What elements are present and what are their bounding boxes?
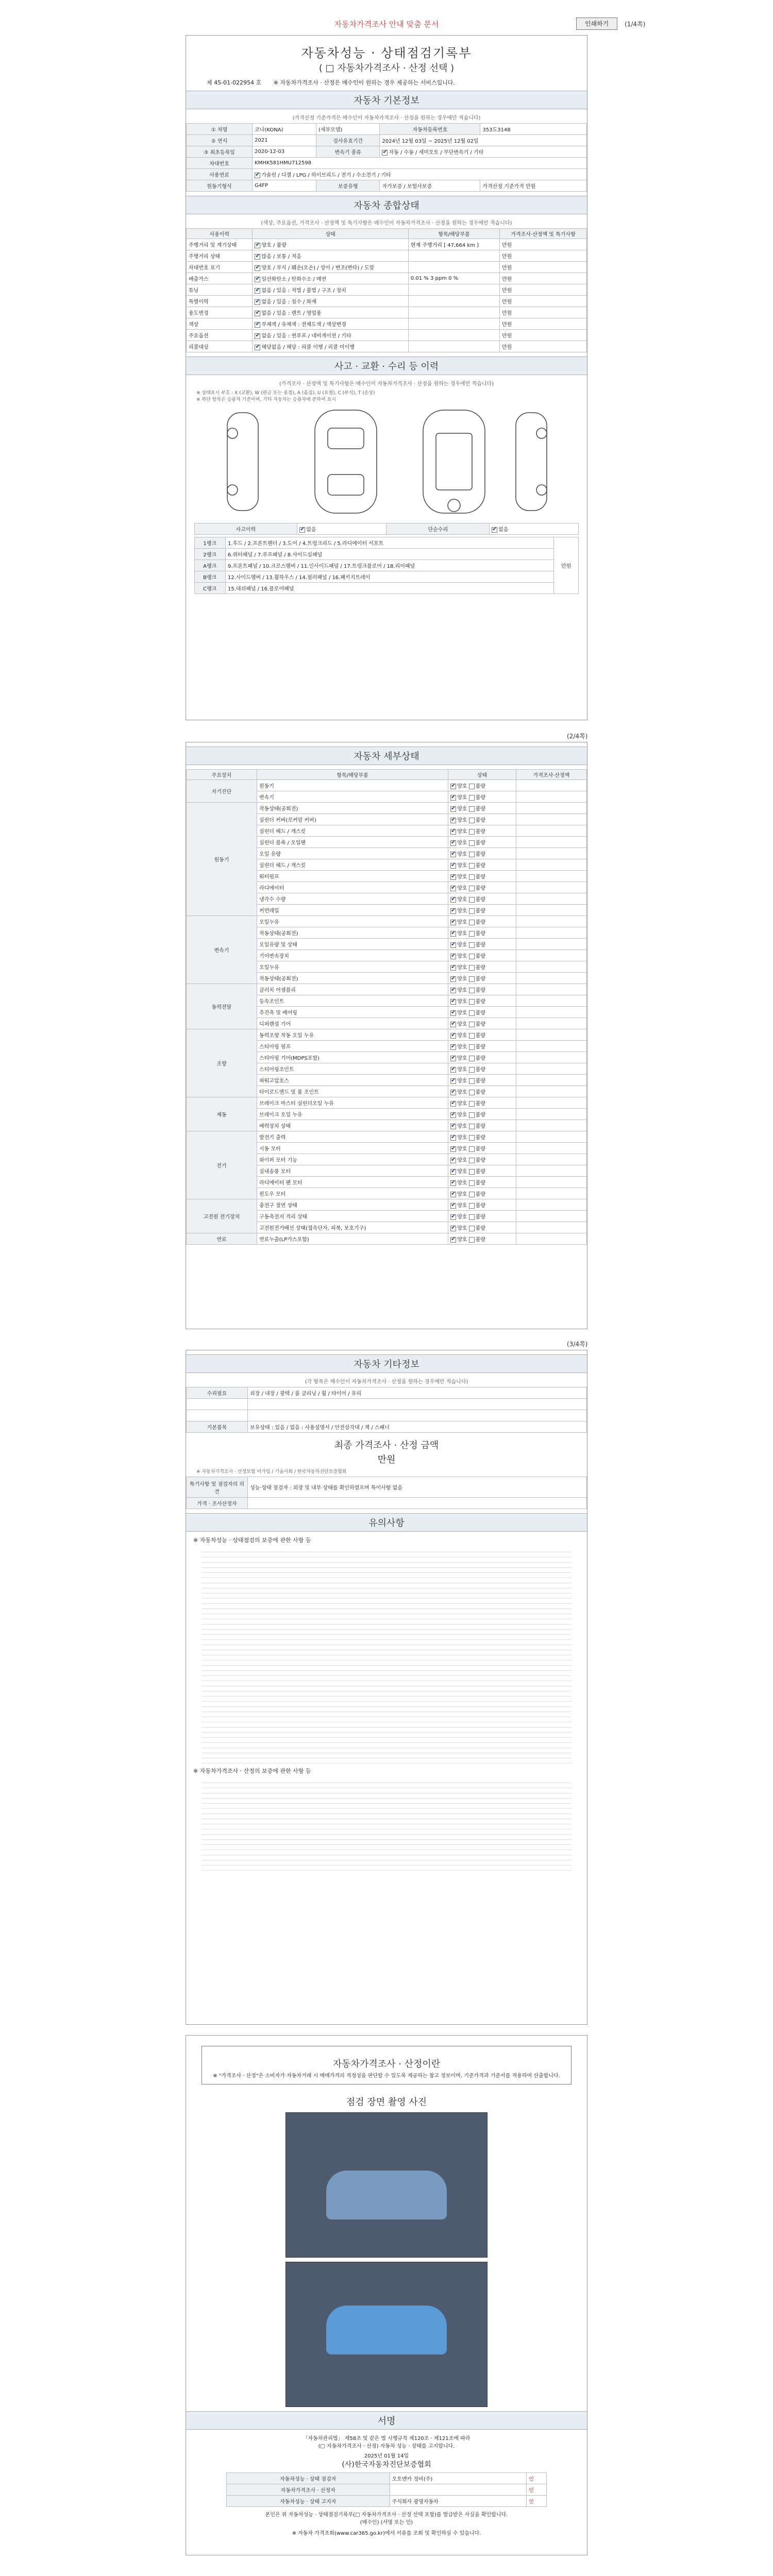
accident-title: 사고 · 교환 · 수리 등 이력: [186, 357, 587, 375]
detail-price: [516, 973, 587, 984]
detail-item-label: 실린더 커버(로커암 커버): [257, 814, 448, 825]
accident-legend-1: ※ 상태표시 부호 : X (교환), W (판금 또는 용접), A (흠집), U (요철), C (부식), T (손상): [196, 391, 375, 396]
notes-body-2: [201, 1778, 572, 1871]
detail-price: [516, 1131, 587, 1143]
sign-bottom-1: 본인은 위 자동차성능 · 상태점검기록부(□ 자동차가격조사 · 산정 선택 포함)를 발급받은 사실을 확인합니다.: [265, 2512, 508, 2518]
detail-item-label: 추진축 및 베어링: [257, 1007, 448, 1018]
detail-item-label: 파워고압호스: [257, 1075, 448, 1086]
detail-item-label: 배력장치 상태: [257, 1120, 448, 1131]
detail-price: [516, 1086, 587, 1097]
page-number: (1/4쪽): [625, 21, 646, 28]
detail-item-label: 스티어링 기어(MDPS포함): [257, 1052, 448, 1063]
basic-info-note: (가격산정 기준가격은 매수인이 자동차가격조사 · 산정을 원하는 경우에만 적습니다): [292, 115, 481, 121]
detail-item-label: 오일누유: [257, 961, 448, 973]
sign-org: (사)한국자동차진단보증협회: [342, 2461, 431, 2469]
detail-status: ✔ 양호 불량: [448, 837, 516, 848]
detail-group-label: 변속기: [187, 916, 257, 984]
detail-price: [516, 950, 587, 961]
doc-title: 자동차성능 · 상태점검기록부: [301, 46, 472, 60]
detail-row: [187, 1097, 587, 1109]
inspection-photo-1: [285, 2112, 488, 2258]
detail-item-label: 고전원전기배선 상태(접속단자, 피복, 보호기구): [257, 1222, 448, 1233]
detail-row: [187, 780, 587, 791]
detail-status: ✔ 양호 불량: [448, 1199, 516, 1211]
sign-law-2: (□ 자동차가격조사 · 산정) 자동차 성능 · 상태를 고지합니다.: [318, 2444, 455, 2449]
detail-group-label: 조향: [187, 1029, 257, 1097]
detail-status: ✔ 양호 불량: [448, 1120, 516, 1131]
accident-legend-2: ※ 하단 항목은 승용차 기준이며, 기타 자동차는 승용차에 준하여 표시: [196, 397, 336, 402]
detail-price: [516, 995, 587, 1007]
detail-price: [516, 1075, 587, 1086]
detail-group-label: 고전원 전기장치: [187, 1199, 257, 1233]
notes-heading-2: ※ 자동차가격조사 · 산정의 보증에 관한 사항 등: [193, 1768, 311, 1774]
detail-item-label: 라디에이터 팬 모터: [257, 1177, 448, 1188]
detail-item-label: 디퍼렌셜 기어: [257, 1018, 448, 1029]
detail-table: 주요장치 항목/해당부품 상태 가격조사·산정액 자기진단 원동기 ✔ 양호 불량 변속기 ✔ 양호 불량 원동기 작동상태(공회전) ✔ 양호 불량 실린더 커버(로커암 커버) ✔ 양호 불량 실린더 헤드 / 개스킷 ✔ 양호 불량 실린더 블록 / 오일팬 ✔ 양호 불량 오일 유량 ✔ 양호 불량 실린더 헤드 / 개스킷 ✔ 양호 불량 워터펌프 ✔ 양호 불량 라디에이터 ✔ 양호 불량 냉각수 수량 ✔ 양호 불량 커먼레일 ✔ 양호 불량 변속기 오일누유 ✔ 양호 불량 작동상태(공회전) ✔ 양호 불량 오일유량 및 상태 ✔ 양호 불량 기어변속장치 ✔ 양호 불량 오일누유 ✔ 양호 불량 작동상태(공회전) ✔ 양호 불량 동력전달 클러치 어셈블리 ✔ 양호 불량 등속조인트 ✔ 양호 불량 추진축 및 베어링 ✔ 양호 불량 디퍼렌셜 기어 ✔ 양호 불량 조향 동력조향 작동 오일 누유 ✔ 양호 불량 스티어링 펌프 ✔ 양호 불량 스티어링 기어(MDPS포함) ✔ 양호 불량 스티어링조인트 ✔ 양호 불량 파워고압호스 ✔ 양호 불량 타이로드엔드 및 볼 조인트 ✔ 양호 불량 제동 브레이크 마스터 실린더오일 누유 ✔ 양호 불량 브레이크 오일 누유 ✔ 양호 불량 배력장치 상태 ✔ 양호 불량 전기 발전기 출력 ✔ 양호 불량 시동 모터 ✔ 양호 불량 와이퍼 모터 기능 ✔ 양호 불량 실내송풍 모터 ✔ 양호 불량 라디에이터 팬 모터 ✔ 양호 불량 윈도우 모터 ✔ 양호 불량 고전원 전기장치 충전구 절연 상태 ✔ 양호 불량 구동축전지 격리 상태 ✔ 양호 불량 고전원전기배선 상태(접속단자, 피복, 보호기구) ✔ 양호 불량 연료 연료누출(LP가스포함) ✔ 양호 불량: [186, 769, 587, 1245]
detail-price: [516, 780, 587, 791]
detail-item-label: 동력조향 작동 오일 누유: [257, 1029, 448, 1041]
page-2-number: (2/4쪽): [567, 733, 588, 740]
detail-item-label: 스티어링조인트: [257, 1063, 448, 1075]
detail-item-label: 냉각수 수량: [257, 893, 448, 905]
detail-price: [516, 1109, 587, 1120]
notes-body-1: [201, 1547, 572, 1764]
detail-item-label: 와이퍼 모터 기능: [257, 1154, 448, 1165]
detail-status: ✔ 양호 불량: [448, 1086, 516, 1097]
guide-title: 자동차가격조사 · 산정이란: [332, 2059, 441, 2070]
detail-price: [516, 1199, 587, 1211]
detail-status: ✔ 양호 불량: [448, 871, 516, 882]
detail-group-label: 전기: [187, 1131, 257, 1199]
detail-price: [516, 859, 587, 871]
detail-price: [516, 837, 587, 848]
car-top-view: [315, 410, 377, 513]
detail-item-label: 시동 모터: [257, 1143, 448, 1154]
etc-title: 자동차 기타정보: [186, 1354, 587, 1373]
detail-item-label: 오일 유량: [257, 848, 448, 859]
detail-status: ✔ 양호 불량: [448, 791, 516, 803]
detail-price: [516, 1120, 587, 1131]
detail-price: [516, 871, 587, 882]
detail-status: ✔ 양호 불량: [448, 1097, 516, 1109]
basic-info-table: ① 차명 코나(KONA) (세부모델) 자동차등록번호 353도3148 ② 연식 2021 검사유효기간 2024년 12월 03일 ~ 2025년 12월 02일 ③ 최초등록일 2020-12-03 변속기 종류 ✔ 자동 / 수동 / 세미오토 / 무단변속기 / 기타 차대번호 KMHK581HMU712598 사용연료 ✔ 가솔린 / 디젤 / LPG / 하이브리드 / 전기 / 수소전기 / 기타 원동기형식 G4FP 보증유형 자가보증 / 보험사보증 가격산정 기준가격 만원: [186, 123, 587, 192]
detail-item-label: 구동축전지 격리 상태: [257, 1211, 448, 1222]
detail-price: [516, 1063, 587, 1075]
detail-price: [516, 961, 587, 973]
detail-row: [187, 803, 587, 814]
detail-item-label: 워터펌프: [257, 871, 448, 882]
page-1: [186, 35, 587, 720]
detail-item-label: 기어변속장치: [257, 950, 448, 961]
detail-item-label: 실린더 헤드 / 개스킷: [257, 825, 448, 837]
print-button[interactable]: 인쇄하기: [576, 18, 617, 30]
detail-status: ✔ 양호 불량: [448, 1029, 516, 1041]
detail-row: [187, 1199, 587, 1211]
detail-price: [516, 939, 587, 950]
detail-item-label: 작동상태(공회전): [257, 803, 448, 814]
detail-price: [516, 882, 587, 893]
top-bar: [0, 15, 773, 33]
detail-item-label: 브레이크 마스터 실린더오일 누유: [257, 1097, 448, 1109]
detail-status: ✔ 양호 불량: [448, 1188, 516, 1199]
sign-table: 자동차성능 · 상태 점검자 오토맨카 정비(주) 인 자동차가격조사 · 산정자 인 자동차성능 · 상태 고지자 주식회사 광명자동차 인: [226, 2472, 547, 2507]
detail-status: ✔ 양호 불량: [448, 1052, 516, 1063]
detail-item-label: 발전기 출력: [257, 1131, 448, 1143]
detail-row: [187, 1131, 587, 1143]
detail-status: ✔ 양호 불량: [448, 814, 516, 825]
car-right-side: [516, 413, 547, 511]
etc-note: (각 항목은 매수인이 자동차가격조사 · 산정을 원하는 경우에만 적습니다): [305, 1379, 468, 1385]
accident-note: (가격조사 · 산정액 및 특기사항은 매수인이 자동차가격조사 · 산정을 원하는 경우에만 적습니다): [279, 381, 494, 387]
detail-status: ✔ 양호 불량: [448, 848, 516, 859]
sign-bottom-2: (매수인) (서명 또는 인): [360, 2520, 413, 2526]
page-3: [186, 1350, 587, 2025]
detail-item-label: 타이로드엔드 및 볼 조인트: [257, 1086, 448, 1097]
price-value: 만원: [377, 1454, 396, 1465]
notes-heading-1: ※ 자동차성능 · 상태점검의 보증에 관한 사항 등: [193, 1537, 311, 1544]
guide-text: ※ "가격조사 · 산정"은 소비자가 자동차거래 시 매매가격의 적정성을 판단할 수 있도록 제공하는 참고 정보이며, 기준가격과 기준서를 적용하여 산출합니다.: [213, 2073, 560, 2079]
detail-status: ✔ 양호 불량: [448, 1018, 516, 1029]
detail-status: ✔ 양호 불량: [448, 1063, 516, 1075]
detail-price: [516, 1041, 587, 1052]
detail-item-label: 스티어링 펌프: [257, 1041, 448, 1052]
detail-price: [516, 1052, 587, 1063]
detail-price: [516, 927, 587, 939]
detail-status: ✔ 양호 불량: [448, 803, 516, 814]
detail-item-label: 충전구 절연 상태: [257, 1199, 448, 1211]
detail-price: [516, 1143, 587, 1154]
detail-price: [516, 1177, 587, 1188]
detail-item-label: 윈도우 모터: [257, 1188, 448, 1199]
detail-price: [516, 848, 587, 859]
detail-status: ✔ 양호 불량: [448, 1131, 516, 1143]
detail-group-label: 자기진단: [187, 780, 257, 803]
notes-title: 유의사항: [186, 1513, 587, 1532]
detail-price: [516, 814, 587, 825]
overall-title: 자동차 종합상태: [186, 196, 587, 214]
detail-status: ✔ 양호 불량: [448, 1007, 516, 1018]
detail-status: ✔ 양호 불량: [448, 882, 516, 893]
detail-row: [187, 916, 587, 927]
basic-info-title: 자동차 기본정보: [186, 91, 587, 109]
detail-price: [516, 1097, 587, 1109]
guide-box: [201, 2046, 572, 2084]
detail-item-label: 변속기: [257, 791, 448, 803]
page-3-number: (3/4쪽): [567, 1341, 588, 1348]
doc-notice: ※ 자동차가격조사 · 산정은 매수인이 원하는 경우 제공하는 서비스입니다.: [273, 79, 456, 86]
special-table: 특기사항 및 점검자의 의견 성능·상태 점검자 : 외장 및 내부 상태를 확인하였으며 특이사항 없음 가격 · 조사산정자: [186, 1477, 587, 1509]
sign-law: 「자동차관리법」 제58조 및 같은 법 시행규칙 제120조 · 제121조에 따라: [303, 2436, 470, 2442]
detail-status: ✔ 양호 불량: [448, 1041, 516, 1052]
detail-status: ✔ 양호 불량: [448, 984, 516, 995]
detail-group-label: 원동기: [187, 803, 257, 916]
etc-table: 수리필요 외장 / 내장 / 광택 / 룸 클리닝 / 휠 / 타이어 / 유리 기본품목 보유상태 : 있음 / 없음 : 사용설명서 / 안전삼각대 / 잭 / 스패너: [186, 1387, 587, 1433]
detail-price: [516, 905, 587, 916]
detail-item-label: 클러치 어셈블리: [257, 984, 448, 995]
detail-item-label: 작동상태(공회전): [257, 927, 448, 939]
detail-group-label: 제동: [187, 1097, 257, 1131]
detail-price: [516, 1154, 587, 1165]
detail-row: [187, 1233, 587, 1245]
detail-price: [516, 803, 587, 814]
detail-status: ✔ 양호 불량: [448, 1154, 516, 1165]
sign-footer: ※ 자동차 가격조회(www.car365.go.kr)에서 서류를 조회 및 확인하실 수 있습니다.: [292, 2531, 481, 2536]
detail-status: ✔ 양호 불량: [448, 1177, 516, 1188]
detail-price: [516, 1233, 587, 1245]
detail-status: ✔ 양호 불량: [448, 1143, 516, 1154]
detail-item-label: 실내송풍 모터: [257, 1165, 448, 1177]
sign-date: 2025년 01월 14일: [364, 2453, 409, 2459]
car-underbody-view: [423, 410, 485, 513]
photos-title: 점검 장면 촬영 사진: [346, 2097, 427, 2108]
doc-number-line: 제 45-01-022954 호 ※ 자동차가격조사 · 산정은 매수인이 원하는 경우 제공하는 서비스입니다.: [207, 79, 456, 86]
detail-status: ✔ 양호 불량: [448, 893, 516, 905]
detail-status: ✔ 양호 불량: [448, 916, 516, 927]
overall-table: 사용이력 상태 항목/해당부품 가격조사·산정액 및 특기사항 주행거리 및 계기상태 ✔ 양호 / 불량 현재 주행거리 [ 47,664 km ] 만원 주행거리 상태 ✔ 많음 / 보통 / 적음 만원 차대번호 표기 ✔ 양호 / 부식 / 훼손(오손) / 상이 / 변조(변타) / 도말 만원 배출가스 ✔ 일산화탄소 / 탄화수소 / 매연 0.01 % 3 ppm 0 % 만원 튜닝 ✔ 없음 / 있음 : 적법 / 불법 / 구조 / 장치 만원 특별이력 ✔ 없음 / 있음 : 침수 / 화재 만원 용도변경 ✔ 없음 / 있음 : 렌트 / 영업용 만원 색상 ✔ 무채색 / 유채색 : 전체도색 / 색상변경 만원 주요옵션 ✔ 없음 / 있음 : 썬루프 / 네비게이션 / 기타 만원 리콜대상 ✔ 해당없음 / 해당 : 리콜 이행 / 리콜 미이행 만원: [186, 228, 587, 352]
detail-item-label: 실린더 블록 / 오일팬: [257, 837, 448, 848]
accident-parts-table: 1랭크 1.후드 / 2.프론트펜더 / 3.도어 / 4.트렁크리드 / 5.라디에이터 서포트 만원 2랭크 6.쿼터패널 / 7.루프패널 / 8.사이드실패널 A랭크 9.프론트패널 / 10.크로스멤버 / 11.인사이드패널 / 17.트렁크플로어 / 18.리어패널 B랭크 12.사이드멤버 / 13.휠하우스 / 14.필러패널 / 16.패키지트레이 C랭크 15.대쉬패널 / 16.플로어패널: [194, 537, 579, 594]
page-4: [186, 2035, 587, 2555]
detail-price: [516, 1211, 587, 1222]
detail-status: ✔ 양호 불량: [448, 780, 516, 791]
detail-item-label: 오일누유: [257, 916, 448, 927]
detail-status: ✔ 양호 불량: [448, 1165, 516, 1177]
detail-item-label: 등속조인트: [257, 995, 448, 1007]
detail-status: ✔ 양호 불량: [448, 961, 516, 973]
detail-price: [516, 893, 587, 905]
detail-status: ✔ 양호 불량: [448, 1222, 516, 1233]
overall-note: (색상, 주요옵션, 가격조사 · 산정액 및 특기사항은 매수인이 자동차가격조사 · 산정을 원하는 경우에만 적습니다): [261, 221, 512, 226]
detail-price: [516, 916, 587, 927]
detail-status: ✔ 양호 불량: [448, 859, 516, 871]
detail-item-label: 라디에이터: [257, 882, 448, 893]
detail-row: [187, 984, 587, 995]
detail-status: ✔ 양호 불량: [448, 927, 516, 939]
car-diagram: [186, 402, 587, 521]
price-title: 최종 가격조사 · 산정 금액: [334, 1440, 439, 1451]
detail-price: [516, 1222, 587, 1233]
inspection-photo-2: [285, 2262, 488, 2407]
detail-group-label: 연료: [187, 1233, 257, 1245]
doc-subtitle: ( □ 자동차가격조사 · 산정 선택 ): [318, 63, 455, 74]
detail-status: ✔ 양호 불량: [448, 950, 516, 961]
detail-item-label: 커먼레일: [257, 905, 448, 916]
detail-item-label: 오일유량 및 상태: [257, 939, 448, 950]
car-left-side: [227, 413, 258, 511]
detail-status: ✔ 양호 불량: [448, 1075, 516, 1086]
detail-price: [516, 791, 587, 803]
top-notice: 자동차가격조사 안내 맞춤 문서: [334, 20, 439, 29]
detail-status: ✔ 양호 불량: [448, 1109, 516, 1120]
detail-status: ✔ 양호 불량: [448, 973, 516, 984]
detail-item-label: 연료누출(LP가스포함): [257, 1233, 448, 1245]
detail-status: ✔ 양호 불량: [448, 1211, 516, 1222]
detail-group-label: 동력전달: [187, 984, 257, 1029]
detail-price: [516, 825, 587, 837]
detail-price: [516, 1007, 587, 1018]
detail-status: ✔ 양호 불량: [448, 939, 516, 950]
accident-summary: 사고이력 ✔ 없음 단순수리 ✔ 없음: [194, 523, 579, 535]
detail-title: 자동차 세부상태: [186, 747, 587, 765]
detail-price: [516, 1188, 587, 1199]
detail-status: ✔ 양호 불량: [448, 995, 516, 1007]
detail-price: [516, 1018, 587, 1029]
detail-status: ✔ 양호 불량: [448, 825, 516, 837]
detail-price: [516, 984, 587, 995]
page-2: [186, 742, 587, 1329]
detail-status: ✔ 양호 불량: [448, 1233, 516, 1245]
detail-item-label: 실린더 헤드 / 개스킷: [257, 859, 448, 871]
doc-number: 45-01-022954: [214, 79, 255, 86]
detail-item-label: 작동상태(공회전): [257, 973, 448, 984]
price-note: ※ 자동차가격조사 · 산정보험 미가입 / 기술사회 / 한국자동차진단보증협회: [196, 1469, 347, 1475]
detail-price: [516, 1165, 587, 1177]
detail-status: ✔ 양호 불량: [448, 905, 516, 916]
detail-row: [187, 1029, 587, 1041]
sign-title: 서명: [186, 2411, 587, 2430]
detail-item-label: 원동기: [257, 780, 448, 791]
detail-item-label: 브레이크 오일 누유: [257, 1109, 448, 1120]
detail-price: [516, 1029, 587, 1041]
